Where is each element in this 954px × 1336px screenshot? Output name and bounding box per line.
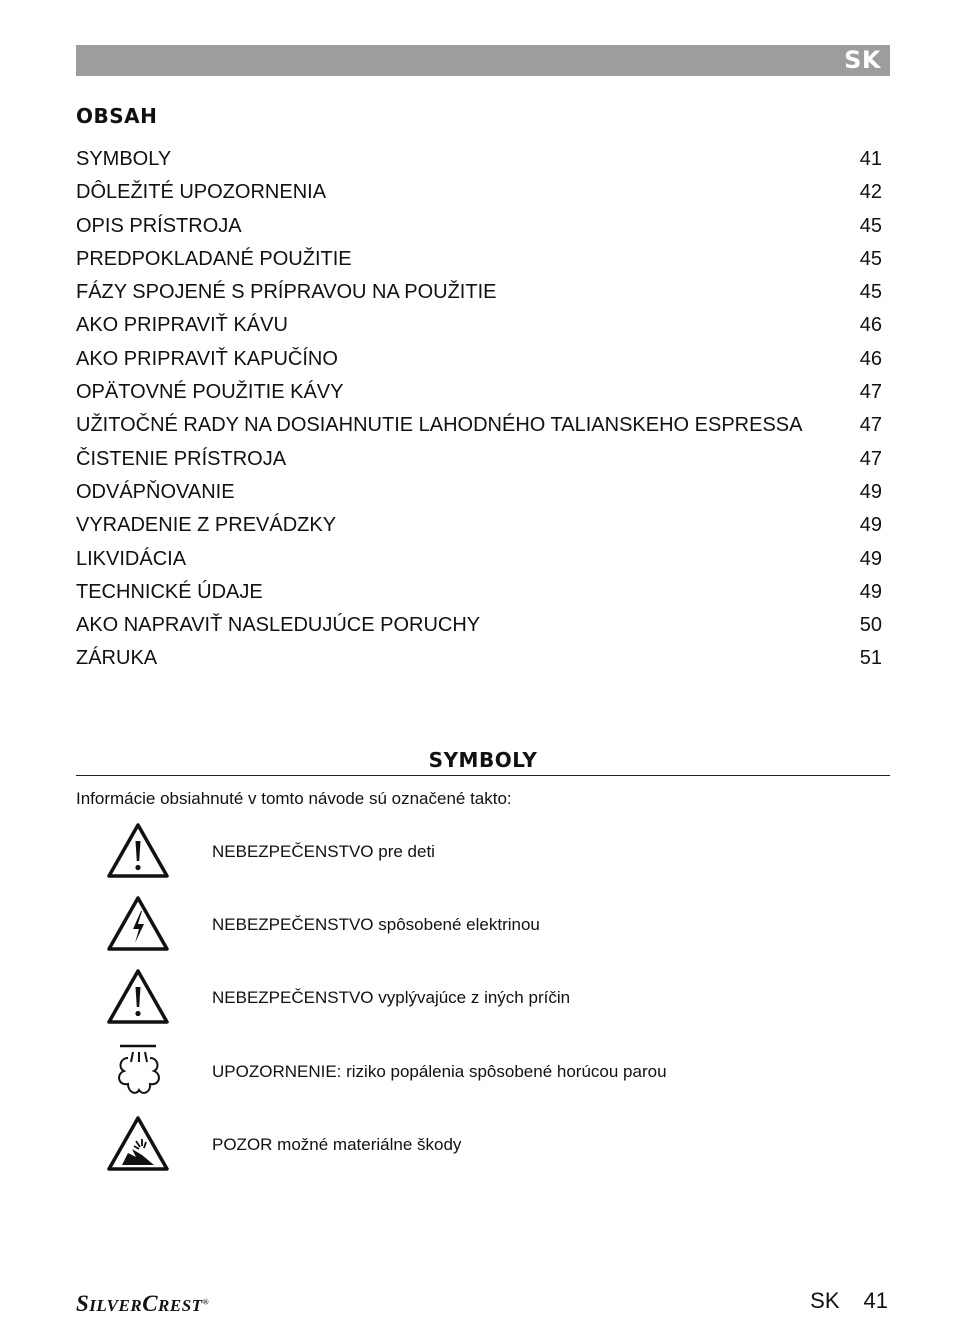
toc-entry-page: 46 [859,314,882,337]
toc-entry-label: LIKVIDÁCIA [76,547,187,570]
page-number: 41 [863,1288,888,1313]
toc-entry[interactable] [76,579,882,612]
symbol-description: NEBEZPEČENSTVO spôsobené elektrinou [212,915,540,934]
symbol-item [76,968,890,1028]
symbol-item [76,1115,890,1175]
toc-entry-page: 41 [859,148,882,170]
toc-entry-page: 45 [859,214,882,237]
symbols-intro-text: Informácie obsiahnuté v tomto návode sú označené takto: [76,789,512,808]
toc-entry-label: AKO NAPRAVIŤ NASLEDUJÚCE PORUCHY [76,614,481,637]
toc-entry[interactable] [76,279,882,312]
symbol-item [76,895,890,955]
symbol-description: POZOR možné materiálne škody [212,1135,462,1154]
silvercrest-logo: SILVERCREST® [76,1291,210,1316]
toc-entry[interactable] [76,379,882,412]
toc-entry-page: 42 [859,181,882,204]
toc-entry-label: ČISTENIE PRÍSTROJA [76,447,287,470]
toc-entry-label: OPIS PRÍSTROJA [76,214,242,237]
symbol-description: NEBEZPEČENSTVO pre deti [212,842,435,861]
toc-entry[interactable] [76,246,882,279]
symbol-description: UPOZORNENIE: riziko popálenia spôsobené horúcou parou [212,1062,667,1081]
symbol-item [76,822,890,882]
toc-entry[interactable] [76,612,882,645]
symbols-section-title: SYMBOLY [428,748,538,772]
toc-entry-label: AKO PRIPRAVIŤ KÁVU [76,314,288,337]
toc-entry[interactable] [76,512,882,545]
table-of-contents [76,146,882,679]
footer-language-code: SK [810,1288,840,1313]
toc-entry-page: 49 [859,480,882,503]
toc-entry-label: AKO PRIPRAVIŤ KAPUČÍNO [76,347,338,370]
toc-entry[interactable] [76,412,882,445]
toc-entry-label: ODVÁPŇOVANIE [76,480,235,503]
toc-entry-page: 50 [859,614,882,637]
toc-entry-label: OPÄTOVNÉ POUŽITIE KÁVY [76,381,344,404]
toc-entry-label: DÔLEŽITÉ UPOZORNENIA [76,181,327,204]
toc-entry[interactable] [76,479,882,512]
language-code: SK [844,46,881,74]
toc-entry-page: 46 [859,347,882,370]
toc-entry-page: 49 [859,514,882,537]
toc-entry-page: 49 [859,547,882,570]
toc-entry-page: 49 [859,580,882,603]
toc-entry[interactable] [76,546,882,579]
toc-entry-page: 45 [859,281,882,304]
toc-entry-page: 47 [859,414,882,437]
toc-entry-label: SYMBOLY [76,148,172,170]
warning-triangle-icon [106,822,170,880]
toc-entry[interactable] [76,446,882,479]
toc-entry[interactable] [76,312,882,345]
symbol-description: NEBEZPEČENSTVO vyplývajúce z iných príčin [212,988,571,1007]
material-damage-icon [106,1115,170,1173]
toc-entry[interactable] [76,645,882,678]
toc-entry[interactable] [76,179,882,212]
toc-entry-label: TECHNICKÉ ÚDAJE [76,580,263,603]
toc-entry-label: FÁZY SPOJENÉ S PRÍPRAVOU NA POUŽITIE [76,281,497,304]
toc-entry-label: ZÁRUKA [76,647,158,670]
toc-entry[interactable] [76,346,882,379]
toc-entry-label: PREDPOKLADANÉ POUŽITIE [76,247,352,270]
hot-steam-icon [106,1042,170,1100]
page-footer [810,1288,888,1314]
toc-entry-page: 47 [859,381,882,404]
toc-entry-label: VYRADENIE Z PREVÁDZKY [76,514,337,537]
toc-entry-page: 45 [859,247,882,270]
electric-hazard-icon [106,895,170,953]
warning-triangle-icon [106,968,170,1026]
toc-entry[interactable] [76,146,882,179]
language-header-bar [76,45,890,76]
toc-entry-page: 47 [859,447,882,470]
toc-entry-label: UŽITOČNÉ RADY NA DOSIAHNUTIE LAHODNÉHO TALIANSKEHO ESPRESSA [76,414,803,437]
toc-entry[interactable] [76,213,882,246]
section-divider [76,775,890,776]
toc-title: OBSAH [76,104,158,128]
symbol-item [76,1042,890,1102]
toc-entry-page: 51 [859,647,882,670]
